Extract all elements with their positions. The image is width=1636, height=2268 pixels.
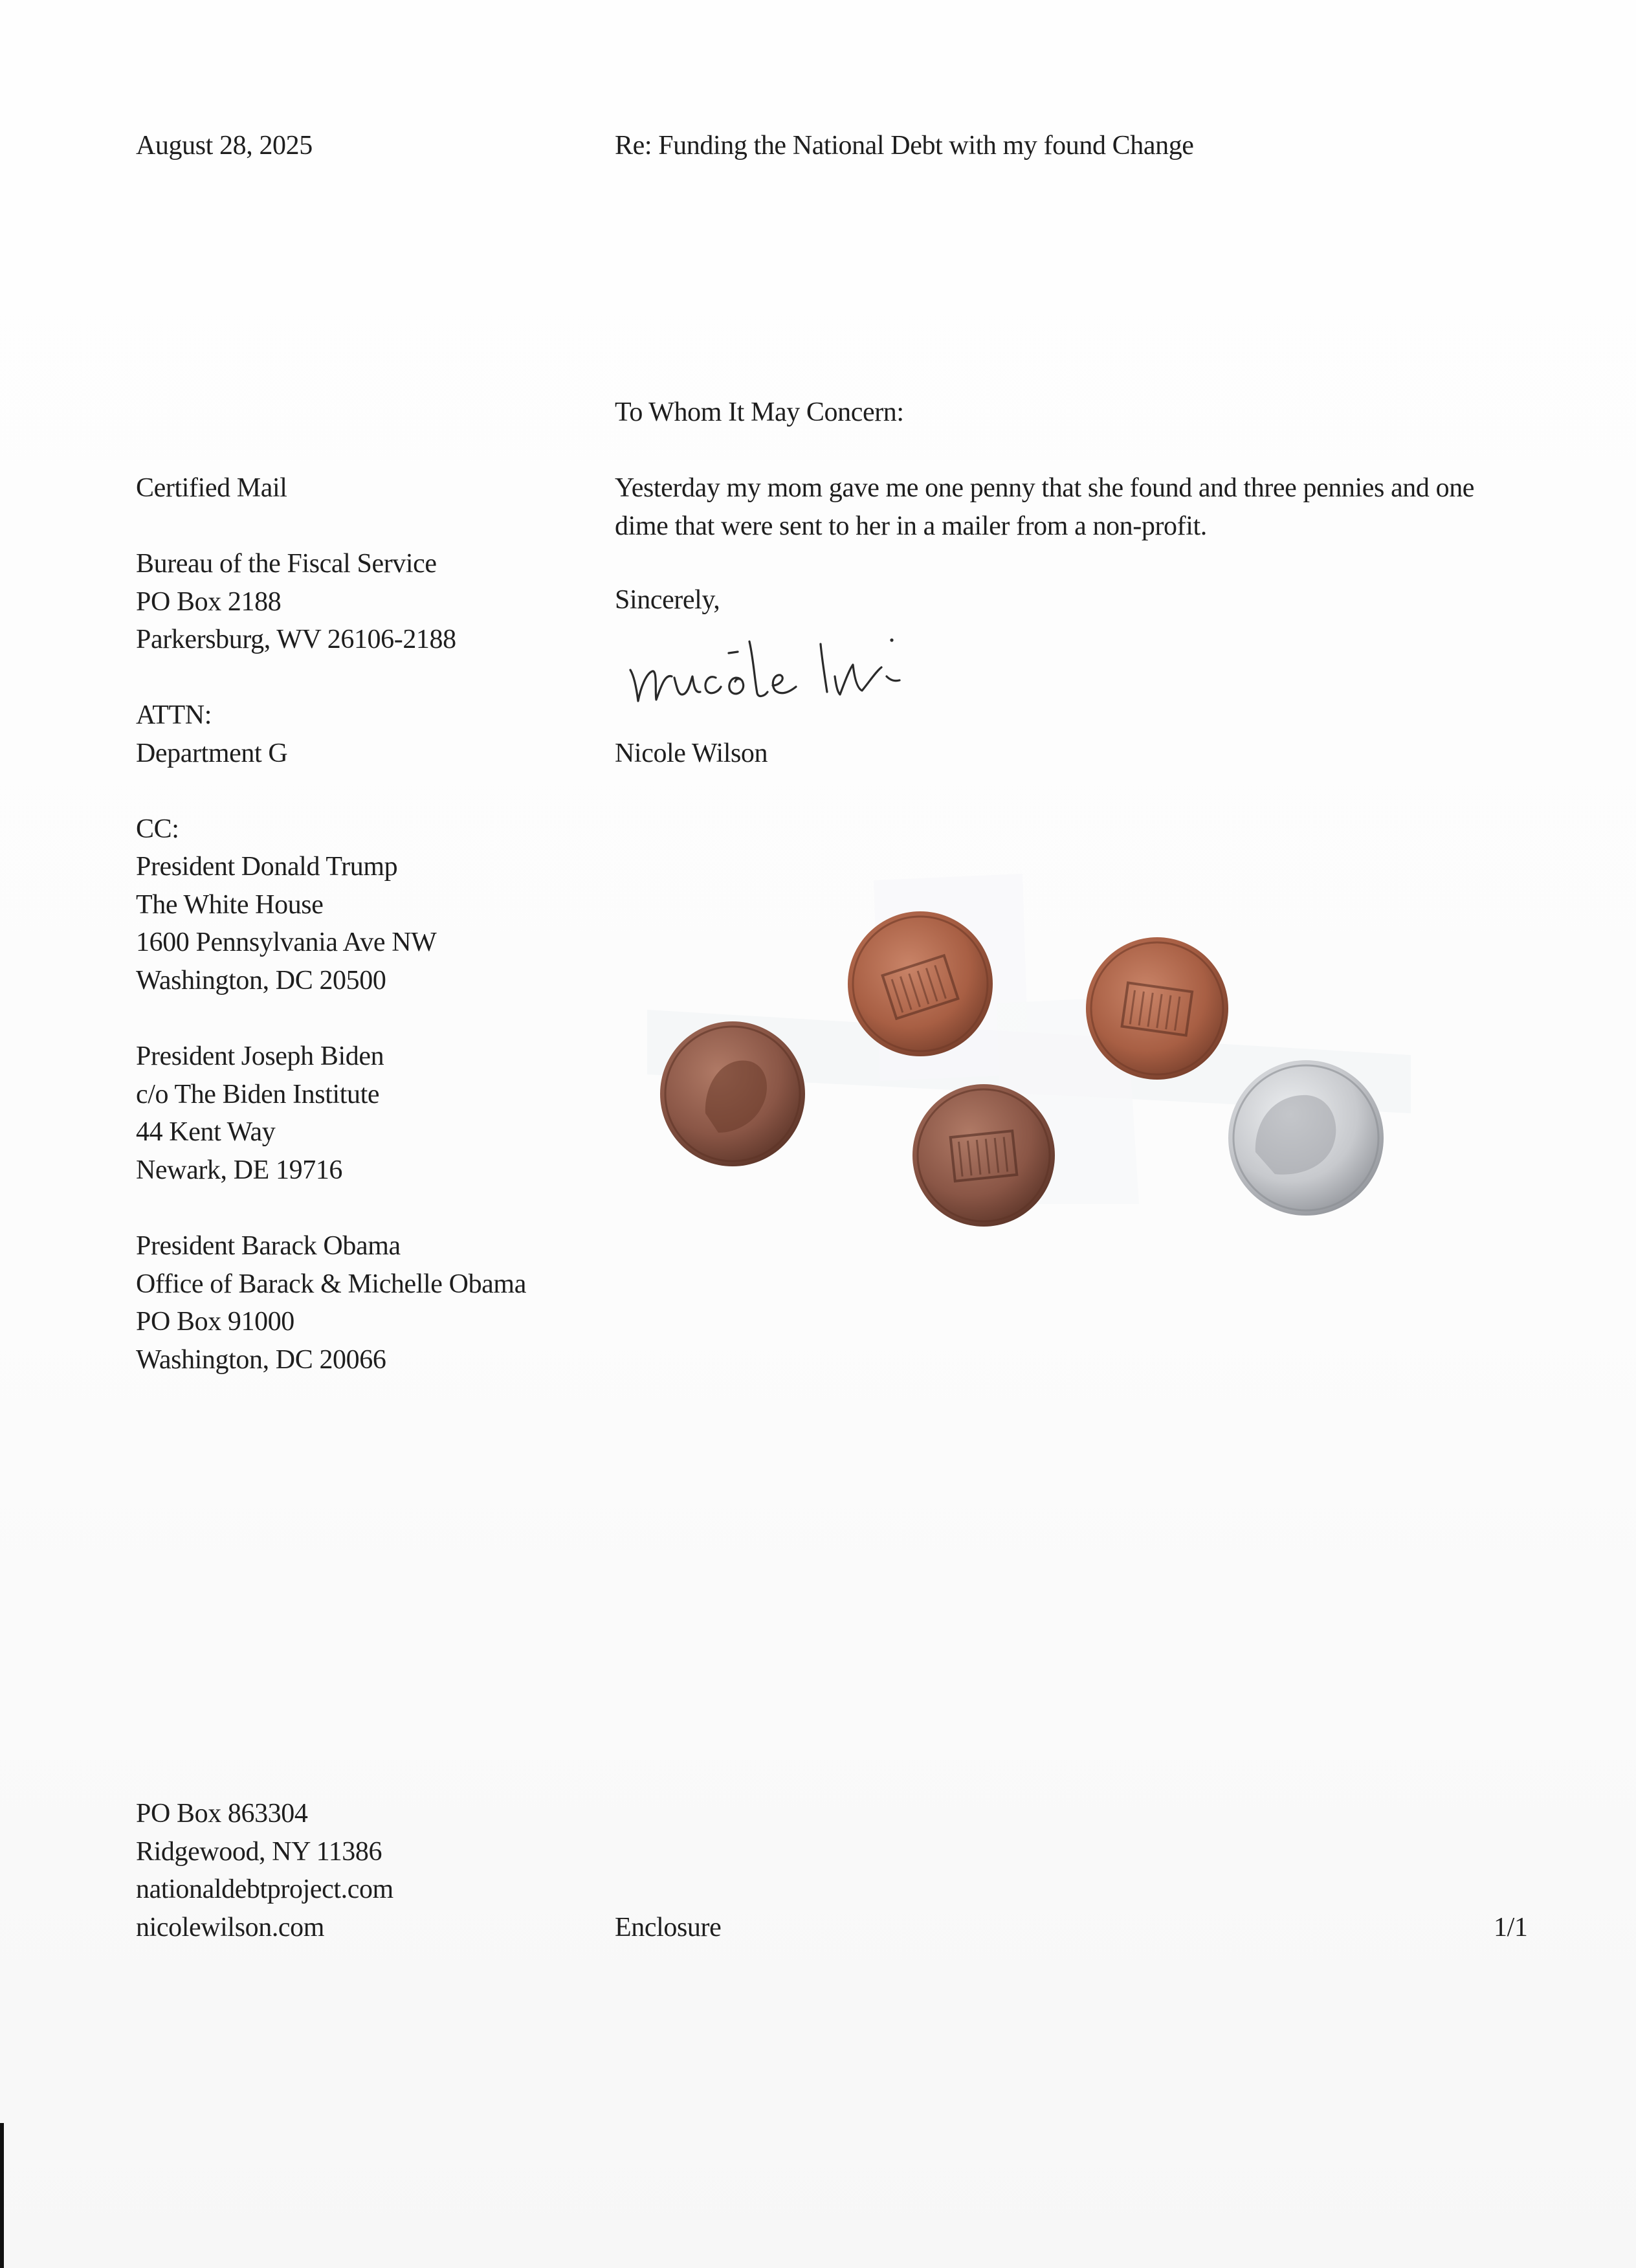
cc-line: 1600 Pennsylvania Ave NW bbox=[136, 928, 437, 957]
enclosure-label: Enclosure bbox=[615, 1913, 722, 1942]
penny-coin bbox=[912, 1084, 1055, 1227]
recipient-line: Parkersburg, WV 26106-2188 bbox=[136, 625, 456, 654]
penny-coin bbox=[1086, 937, 1228, 1080]
mail-type: Certified Mail bbox=[136, 473, 287, 503]
cc-line: Washington, DC 20066 bbox=[136, 1344, 386, 1375]
penny-coin bbox=[660, 1021, 805, 1166]
cc-line: Washington, DC 20500 bbox=[136, 965, 386, 995]
recipient-line: PO Box 2188 bbox=[136, 586, 282, 617]
cc-address bbox=[136, 1227, 526, 1379]
sender-address bbox=[136, 1795, 393, 1946]
sender-website: nicolewilson.com bbox=[136, 1912, 325, 1942]
scan-edge-mark bbox=[0, 2123, 4, 2268]
letter-body: Yesterday my mom gave me one penny that she found and three pennies and one dime that were sent to her in a mailer from a non-profit. bbox=[615, 473, 1475, 541]
recipient-line: Bureau of the Fiscal Service bbox=[136, 549, 437, 579]
closing: Sincerely, bbox=[615, 585, 720, 615]
salutation: To Whom It May Concern: bbox=[615, 397, 904, 427]
cc-address bbox=[136, 848, 436, 999]
penny-coin bbox=[848, 911, 993, 1056]
attention-line bbox=[136, 696, 287, 772]
attn-department: Department G bbox=[136, 738, 288, 768]
cc-line: c/o The Biden Institute bbox=[136, 1079, 380, 1109]
cc-line: President Joseph Biden bbox=[136, 1041, 384, 1071]
signer-name: Nicole Wilson bbox=[615, 739, 768, 768]
cc-line: President Donald Trump bbox=[136, 852, 398, 882]
cc-line: PO Box 91000 bbox=[136, 1307, 294, 1337]
enclosed-coins bbox=[634, 867, 1424, 1282]
letter-date: August 28, 2025 bbox=[136, 131, 313, 161]
recipient-address bbox=[136, 545, 456, 659]
sender-line: PO Box 863304 bbox=[136, 1799, 308, 1829]
cc-label: CC: bbox=[136, 814, 179, 844]
cc-line: President Barack Obama bbox=[136, 1231, 401, 1261]
handwritten-signature bbox=[626, 631, 924, 715]
cc-line: Newark, DE 19716 bbox=[136, 1155, 343, 1185]
cc-line: Office of Barack & Michelle Obama bbox=[136, 1269, 526, 1299]
sender-line: Ridgewood, NY 11386 bbox=[136, 1836, 382, 1867]
cc-line: 44 Kent Way bbox=[136, 1117, 276, 1147]
cc-line: The White House bbox=[136, 889, 324, 920]
page-number: 1/1 bbox=[1494, 1913, 1528, 1942]
silver-coin bbox=[1228, 1060, 1384, 1216]
letter-subject: Re: Funding the National Debt with my found Change bbox=[615, 131, 1194, 161]
sender-website: nationaldebtproject.com bbox=[136, 1874, 393, 1904]
attn-label: ATTN: bbox=[136, 700, 212, 730]
cc-address bbox=[136, 1038, 384, 1189]
